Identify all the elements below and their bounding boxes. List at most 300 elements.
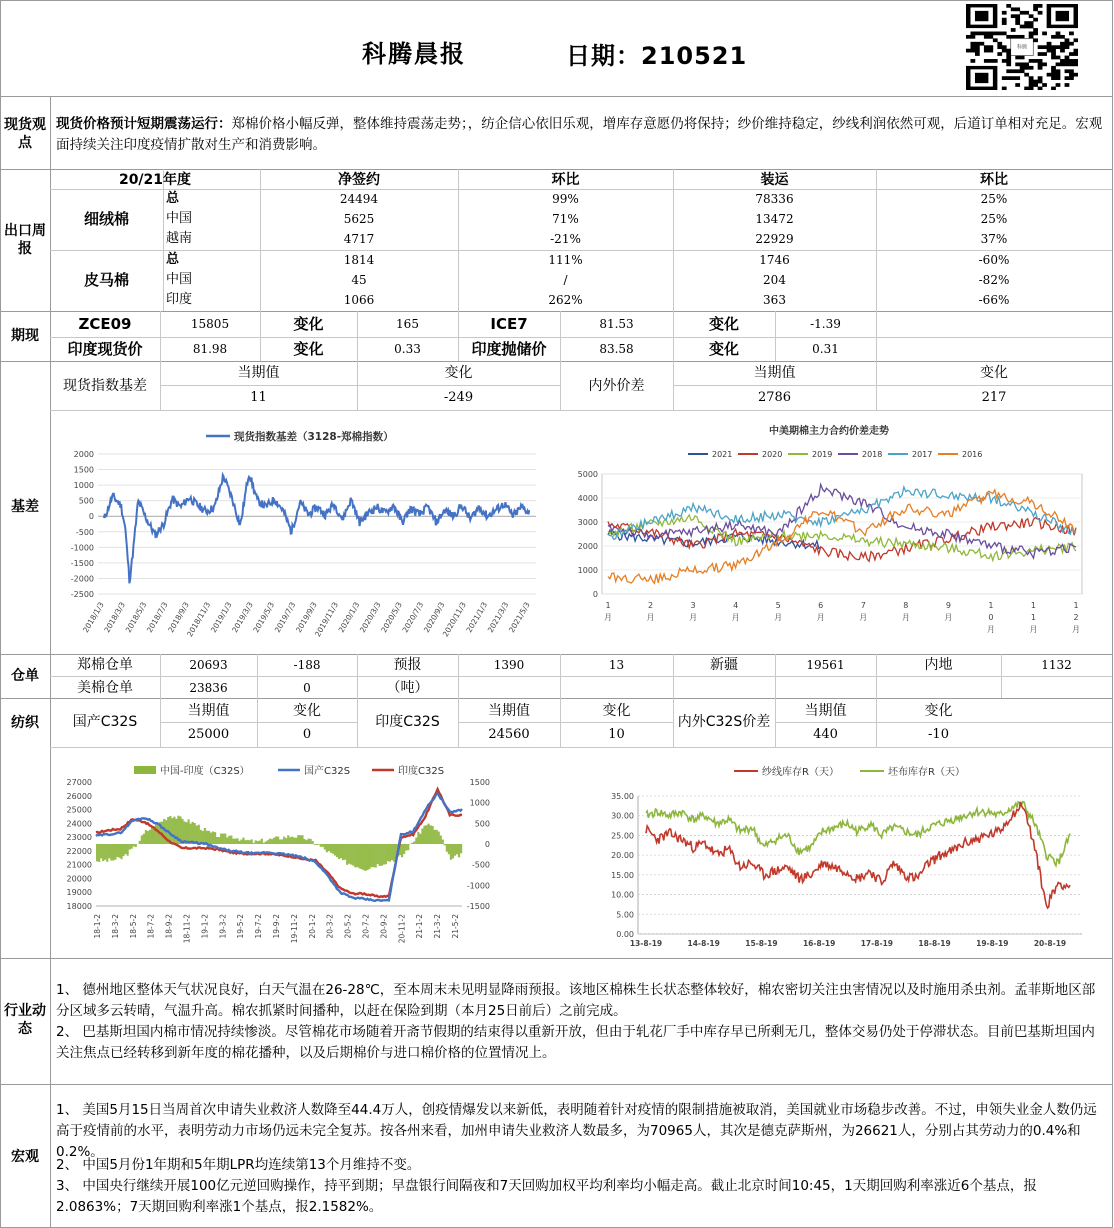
y-tick-label: 2000 bbox=[577, 542, 598, 551]
spread-bar bbox=[149, 830, 151, 844]
spread-bar bbox=[131, 844, 133, 849]
futures-cell: ZCE09 bbox=[78, 315, 132, 333]
spread-bar bbox=[255, 840, 257, 844]
x-tick-label: 月 bbox=[986, 625, 995, 634]
export-row-region: 中国 bbox=[166, 211, 193, 226]
x-tick-label: 月 bbox=[944, 613, 953, 622]
spread-bar bbox=[320, 844, 322, 847]
spread-bar bbox=[344, 844, 346, 860]
x-tick-label: 6 bbox=[818, 601, 824, 610]
x-tick-label: 19-9-2 bbox=[272, 914, 281, 939]
spread-bar bbox=[356, 844, 358, 867]
textile-india-label: 印度C32S bbox=[375, 714, 440, 730]
inventory-chart bbox=[604, 754, 1090, 954]
chart-title: 中美期棉主力合约价差走势 bbox=[769, 426, 889, 437]
spread-bar bbox=[346, 844, 348, 865]
x-tick-label: 20-7-2 bbox=[361, 914, 371, 939]
spread-bar bbox=[275, 836, 277, 844]
spread-bar bbox=[240, 840, 242, 844]
spread-change: 217 bbox=[981, 390, 1007, 405]
export-cell: 204 bbox=[763, 273, 786, 287]
x-tick-label: 2018/11/3 bbox=[185, 600, 213, 639]
x-tick-label: 1 bbox=[1073, 601, 1079, 610]
spread-bar bbox=[429, 825, 431, 844]
basis-label: 现货指数基差 bbox=[63, 378, 147, 394]
spread-bar bbox=[198, 825, 200, 844]
spread-bar bbox=[421, 828, 423, 844]
x-tick-label: 2020/9/3 bbox=[421, 600, 447, 635]
spread-bar bbox=[139, 841, 141, 844]
spread-bar bbox=[145, 830, 147, 844]
x-tick-label: 21-5-2 bbox=[451, 914, 460, 939]
spread-bar bbox=[135, 844, 137, 847]
spread-bar bbox=[405, 844, 407, 851]
macro-p1: 1、 美国5月15日当周首次申请失业救济人数降至44.4万人，创疫情爆发以来新低，表明随着针对疫情的限制措施被取消，美国就业市场稳步改善。不过，申领失业金人数仍远高于疫情前的水平，表明劳动力市场仍远未完全复苏。按各州来看，加州申请失业救济人数最多，为70965人，其次是德克萨斯州，为26621人，分别占其劳动力的0.4%和0.2%。 bbox=[56, 1102, 1097, 1160]
spread-bar bbox=[336, 844, 338, 857]
spread-bar bbox=[354, 844, 356, 867]
textile-domestic-change: 0 bbox=[302, 727, 312, 742]
spread-bar bbox=[108, 844, 110, 858]
spread-bar bbox=[303, 839, 305, 844]
warehouse-cell: 23836 bbox=[189, 681, 228, 695]
spread-bar bbox=[283, 837, 285, 844]
spread-bar bbox=[242, 838, 244, 844]
spread-bar bbox=[438, 832, 440, 844]
export-header: 环比 bbox=[551, 172, 580, 188]
x-tick-label: 1 bbox=[1030, 613, 1037, 622]
spread-bar bbox=[104, 844, 106, 860]
spread-bar bbox=[444, 844, 446, 845]
macro-p3: 3、 中国央行继续开展100亿元逆回购操作，持平到期；早盘银行间隔夜和7天回购加权平均利率均小幅走高。截止北京时间10:45，1天期回购利率涨近6个基点，报2.0863%；7天期回购利率涨1个基点，报2.1582%。 bbox=[56, 1178, 1037, 1215]
spread-bar bbox=[116, 844, 118, 857]
spread-bar bbox=[96, 844, 98, 861]
spread-bar bbox=[293, 838, 295, 844]
x-tick-label: 2020/1/3 bbox=[336, 600, 362, 635]
export-cell: 78336 bbox=[755, 192, 794, 206]
spread-bar bbox=[287, 835, 289, 844]
spread-bar bbox=[423, 826, 425, 844]
x-tick-label: 2020/5/3 bbox=[379, 600, 404, 635]
spread-bar bbox=[364, 844, 366, 871]
x-tick-label: 18-11-2 bbox=[182, 914, 192, 944]
export-cell: 22929 bbox=[755, 232, 794, 246]
spread-bar bbox=[324, 844, 326, 850]
y-tick-label: -1500 bbox=[70, 558, 94, 568]
spread-bar bbox=[208, 831, 210, 844]
spread-bar bbox=[271, 839, 273, 844]
x-tick-label: 2021/1/3 bbox=[464, 600, 490, 635]
y-left-tick-label: 20000 bbox=[66, 874, 92, 884]
textile-india-h-change: 变化 bbox=[602, 703, 631, 719]
futures-cell: 165 bbox=[396, 317, 419, 331]
spread-bar bbox=[151, 826, 153, 844]
spread-bar bbox=[226, 837, 228, 844]
y-right-tick-label: -1500 bbox=[466, 902, 490, 911]
warehouse-cell: （吨） bbox=[386, 680, 429, 696]
spread-bar bbox=[385, 844, 387, 864]
y-tick-label: 1500 bbox=[73, 465, 94, 475]
spread-bar bbox=[175, 819, 177, 844]
industry-p1: 1、 德州地区整体天气状况良好，白天气温在26-28℃，至本周末未见明显降雨预报。该地区棉株生长状态整体较好，棉农密切关注虫害情况以及时施用杀虫剂。孟菲斯地区部分区域多云转晴，气温升高。棉农抓紧时间播种，以赶在保险到期（本月25日前后）之前完成。 bbox=[56, 982, 1096, 1019]
y-tick-label: -2000 bbox=[70, 574, 94, 584]
spread-bar bbox=[411, 843, 413, 844]
spread-bar bbox=[141, 835, 143, 844]
y-left-tick-label: 22000 bbox=[66, 846, 92, 856]
futures-cell: 15805 bbox=[190, 317, 230, 331]
spread-bar bbox=[334, 844, 336, 856]
spread-bar bbox=[307, 839, 309, 844]
spread-bar bbox=[403, 844, 405, 854]
spread-bar bbox=[216, 837, 218, 844]
spread-bar bbox=[436, 830, 438, 844]
y-tick-label: 1000 bbox=[73, 481, 94, 491]
spread-bar bbox=[234, 839, 236, 844]
textile-spread-h-change: 变化 bbox=[924, 703, 953, 719]
textile-spread-current: 440 bbox=[813, 727, 838, 742]
export-cell: 363 bbox=[763, 293, 786, 307]
futures-cell: 83.58 bbox=[599, 342, 634, 356]
y-tick-label: 0 bbox=[88, 512, 94, 522]
export-cell: -21% bbox=[550, 232, 581, 246]
export-header: 装运 bbox=[760, 172, 789, 188]
spread-bar bbox=[360, 844, 362, 869]
spread-bar bbox=[265, 841, 267, 844]
spread-bar bbox=[261, 839, 263, 844]
spread-bar bbox=[393, 844, 395, 862]
textile-domestic-h-change: 变化 bbox=[293, 703, 321, 719]
legend-label: 国产C32S bbox=[304, 766, 351, 777]
y-tick-label: 30.00 bbox=[611, 811, 634, 821]
spread-bar bbox=[301, 835, 303, 844]
spread-bar bbox=[114, 844, 116, 860]
warehouse-cell: 20693 bbox=[189, 658, 228, 672]
x-tick-label: 2 bbox=[647, 601, 654, 610]
warehouse-cell: -188 bbox=[293, 658, 321, 672]
spread-bar bbox=[448, 844, 450, 854]
x-tick-label: 15-8-19 bbox=[745, 939, 778, 948]
spread-bar bbox=[230, 836, 232, 844]
series-line-2016 bbox=[608, 490, 1076, 583]
spread-bar bbox=[98, 844, 100, 862]
spread-bar bbox=[379, 844, 381, 866]
spread-bar bbox=[188, 819, 190, 844]
futures-cell: 0.31 bbox=[812, 342, 839, 356]
spread-bar bbox=[312, 841, 314, 844]
spread-current: 2786 bbox=[757, 390, 792, 405]
spot-view-body: 郑棉价格小幅反弹，整体维持震荡走势；，纺企信心依旧乐观，增库存意愿仍将保持；纱价维持稳定，纱线利润依然可观，后道订单相对充足。宏观面持续关注印度疫情扩散对生产和消费影响。 bbox=[56, 116, 1103, 153]
spread-bar bbox=[253, 843, 255, 844]
y-tick-label: 5.00 bbox=[616, 910, 634, 920]
x-tick-label: 21-3-2 bbox=[433, 914, 443, 939]
spread-bar bbox=[285, 838, 287, 844]
x-tick-label: 2020/7/3 bbox=[400, 600, 426, 635]
x-tick-label: 月 bbox=[646, 613, 655, 622]
spread-bar bbox=[212, 831, 214, 844]
spread-bar bbox=[112, 844, 114, 860]
spread-bar bbox=[427, 824, 429, 844]
spread-chart bbox=[564, 416, 1094, 650]
spread-bar bbox=[147, 831, 149, 844]
x-tick-label: 18-3-2 bbox=[110, 914, 120, 939]
spread-bar bbox=[322, 844, 324, 847]
spread-bar bbox=[432, 826, 434, 844]
warehouse-cell: 1390 bbox=[493, 658, 525, 672]
x-tick-label: 2018/7/3 bbox=[144, 600, 170, 635]
spread-bar bbox=[194, 823, 196, 844]
spread-bar bbox=[244, 840, 246, 844]
futures-cell: -1.39 bbox=[810, 317, 841, 331]
x-tick-label: 16-8-19 bbox=[802, 939, 836, 948]
futures-cell: 变化 bbox=[708, 315, 739, 333]
y-tick-label: 0 bbox=[592, 590, 598, 599]
x-tick-label: 2021/5/3 bbox=[507, 600, 532, 635]
spread-bar bbox=[269, 839, 271, 844]
spread-bar bbox=[328, 844, 330, 851]
spread-bar bbox=[291, 837, 293, 844]
spread-h-current: 当期值 bbox=[753, 365, 796, 381]
x-tick-label: 17-8-19 bbox=[860, 939, 894, 948]
spread-bar bbox=[362, 844, 364, 870]
spread-bar bbox=[460, 844, 462, 853]
qr-caption: 科腾 bbox=[1016, 44, 1028, 51]
x-tick-label: 20-11-2 bbox=[397, 914, 407, 944]
spread-bar bbox=[273, 838, 275, 844]
y-tick-label: 2000 bbox=[73, 450, 94, 459]
x-tick-label: 4 bbox=[733, 601, 739, 610]
futures-cell: 变化 bbox=[293, 340, 324, 358]
warehouse-cell: 新疆 bbox=[710, 657, 738, 673]
textile-spread-h-current: 当期值 bbox=[804, 703, 847, 719]
x-tick-label: 7 bbox=[860, 601, 866, 610]
spread-label: 内外价差 bbox=[588, 378, 645, 394]
x-tick-label: 2019/11/3 bbox=[313, 600, 341, 639]
y-tick-label: 35.00 bbox=[611, 792, 634, 801]
x-tick-label: 19-8-19 bbox=[976, 939, 1009, 948]
spread-bar bbox=[281, 839, 283, 844]
spread-bar bbox=[110, 844, 112, 861]
spread-bar bbox=[417, 832, 419, 844]
spread-bar bbox=[129, 844, 131, 850]
futures-cell: 印度抛储价 bbox=[471, 340, 547, 358]
x-tick-label: 18-9-2 bbox=[164, 914, 174, 939]
x-tick-label: 2020/3/3 bbox=[357, 600, 383, 635]
x-tick-label: 20-1-2 bbox=[307, 914, 317, 939]
spread-bar bbox=[220, 834, 222, 844]
spread-bar bbox=[106, 844, 108, 862]
y-tick-label: 20.00 bbox=[611, 851, 634, 861]
spread-bar bbox=[332, 844, 334, 854]
spread-bar bbox=[204, 828, 206, 844]
x-tick-label: 月 bbox=[901, 613, 910, 622]
export-cell: -66% bbox=[978, 293, 1010, 307]
spread-bar bbox=[228, 836, 230, 844]
spread-bar bbox=[295, 838, 297, 844]
qr-code bbox=[966, 4, 1078, 90]
y-tick-label: -500 bbox=[75, 527, 94, 537]
spread-bar bbox=[387, 844, 389, 861]
x-tick-label: 8 bbox=[903, 601, 909, 610]
export-cell: 25% bbox=[980, 192, 1008, 206]
x-tick-label: 2019/9/3 bbox=[294, 600, 319, 635]
legend-label: 2021 bbox=[712, 450, 733, 459]
spread-bar bbox=[407, 844, 409, 850]
legend-label: 2016 bbox=[962, 450, 983, 459]
spread-bar bbox=[330, 844, 332, 853]
spread-bar bbox=[299, 835, 301, 844]
legend-label: 2019 bbox=[812, 450, 833, 459]
spread-bar bbox=[118, 844, 120, 858]
futures-cell: 81.98 bbox=[192, 342, 228, 356]
y-right-tick-label: 500 bbox=[474, 819, 490, 829]
legend-label: 2018 bbox=[862, 450, 883, 459]
x-tick-label: 18-1-2 bbox=[93, 914, 102, 939]
y-left-tick-label: 18000 bbox=[66, 902, 92, 911]
spread-bar bbox=[446, 844, 448, 852]
warehouse-cell: 美棉仓单 bbox=[77, 680, 133, 696]
export-header: 净签约 bbox=[338, 172, 380, 188]
spread-bar bbox=[425, 825, 427, 844]
export-row-region: 越南 bbox=[166, 231, 193, 246]
spread-bar bbox=[413, 841, 415, 844]
warehouse-cell: 1132 bbox=[1041, 658, 1072, 672]
x-tick-label: 2020/11/3 bbox=[440, 600, 468, 639]
legend-swatch bbox=[134, 766, 156, 774]
spread-bar bbox=[232, 839, 234, 844]
spread-bar bbox=[102, 844, 104, 861]
spread-bar bbox=[249, 840, 251, 844]
spread-bar bbox=[155, 824, 157, 844]
spread-bar bbox=[224, 833, 226, 844]
x-tick-label: 2019/1/3 bbox=[208, 600, 234, 635]
x-tick-label: 9 bbox=[945, 601, 951, 610]
export-cell: 111% bbox=[548, 253, 583, 267]
spread-bar bbox=[310, 839, 312, 844]
x-tick-label: 2018/5/3 bbox=[123, 600, 149, 635]
spread-bar bbox=[452, 844, 454, 858]
x-tick-label: 3 bbox=[690, 601, 696, 610]
macro-p2: 2、 中国5月份1年期和5年期LPR均连续第13个月维持不变。 bbox=[56, 1157, 421, 1173]
textile-spread-label: 内外C32S价差 bbox=[677, 714, 771, 730]
spread-bar bbox=[352, 844, 354, 866]
section-label-macro: 宏观 bbox=[11, 1149, 39, 1165]
x-tick-label: 月 bbox=[689, 613, 698, 622]
spread-bar bbox=[218, 837, 220, 844]
section-label-export: 出口周报 bbox=[4, 223, 46, 257]
spread-bar bbox=[442, 840, 444, 844]
y-tick-label: 3000 bbox=[577, 518, 598, 527]
textile-india-change: 10 bbox=[608, 727, 625, 742]
legend-label: 印度C32S bbox=[398, 766, 445, 777]
x-tick-label: 月 bbox=[1072, 625, 1080, 634]
report-title: 科腾晨报 bbox=[362, 40, 466, 68]
export-cell: / bbox=[563, 273, 568, 287]
spread-bar bbox=[375, 844, 377, 868]
export-cell: 1066 bbox=[343, 293, 375, 307]
export-cell: 71% bbox=[552, 212, 579, 226]
spread-bar bbox=[350, 844, 352, 865]
y-tick-label: 15.00 bbox=[611, 870, 634, 880]
textile-india-h-current: 当期值 bbox=[488, 703, 530, 719]
report-date: 日期：210521 bbox=[566, 42, 748, 70]
x-tick-label: 19-11-2 bbox=[289, 914, 299, 944]
x-tick-label: 月 bbox=[816, 613, 825, 622]
spread-bar bbox=[246, 840, 248, 844]
y-left-tick-label: 24000 bbox=[66, 819, 92, 829]
x-tick-label: 月 bbox=[604, 613, 612, 622]
x-tick-label: 2018/9/3 bbox=[166, 600, 191, 635]
spread-bar bbox=[391, 844, 393, 860]
y-tick-label: 500 bbox=[78, 496, 94, 506]
spread-bar bbox=[214, 832, 216, 844]
textile-spread-change: -10 bbox=[928, 727, 949, 742]
spread-bar bbox=[173, 817, 175, 844]
spread-bar bbox=[358, 844, 360, 868]
section-label-basis: 基差 bbox=[11, 499, 39, 515]
x-tick-label: 18-8-19 bbox=[918, 939, 951, 948]
c32s-chart bbox=[56, 754, 496, 954]
x-tick-label: 2018/1/3 bbox=[81, 600, 106, 635]
futures-cell: 印度现货价 bbox=[67, 340, 143, 358]
spread-bar bbox=[100, 844, 102, 858]
x-tick-label: 月 bbox=[859, 613, 868, 622]
textile-domestic-h-current: 当期值 bbox=[187, 703, 230, 719]
spread-bar bbox=[236, 838, 238, 844]
warehouse-cell: 郑棉仓单 bbox=[77, 657, 133, 673]
spread-bar bbox=[366, 844, 368, 870]
section-label-spot-view: 现货观点 bbox=[4, 117, 46, 151]
legend-label: 2020 bbox=[762, 450, 783, 459]
spread-bar bbox=[259, 841, 261, 844]
spread-bar bbox=[305, 840, 307, 844]
export-cell: 45 bbox=[351, 273, 367, 287]
spread-bar bbox=[434, 830, 436, 844]
spread-bar bbox=[342, 844, 344, 860]
y-tick-label: 10.00 bbox=[611, 890, 634, 900]
spread-bar bbox=[222, 834, 224, 844]
y-right-tick-label: -500 bbox=[471, 860, 490, 870]
basis-current: 11 bbox=[250, 390, 267, 405]
x-tick-label: 20-9-2 bbox=[379, 914, 389, 939]
section-label-futures: 期现 bbox=[11, 328, 39, 344]
spread-bar bbox=[383, 844, 385, 865]
spread-bar bbox=[348, 844, 350, 864]
spread-bar bbox=[318, 844, 320, 845]
y-left-tick-label: 25000 bbox=[66, 805, 92, 815]
y-tick-label: 25.00 bbox=[611, 831, 634, 841]
spot-view-text bbox=[56, 114, 1108, 156]
x-tick-label: 2019/3/3 bbox=[230, 600, 255, 635]
export-row-region: 印度 bbox=[166, 292, 193, 307]
export-cell: 1746 bbox=[759, 253, 790, 267]
spread-bar bbox=[326, 844, 328, 852]
legend-label: 纱线库存R（天） bbox=[762, 767, 839, 778]
y-left-tick-label: 27000 bbox=[66, 778, 92, 787]
spread-bar bbox=[458, 844, 460, 857]
x-tick-label: 19-7-2 bbox=[254, 914, 264, 939]
legend-label: 坯布库存R（天） bbox=[888, 767, 965, 778]
spread-bar bbox=[289, 837, 291, 844]
spread-bar bbox=[181, 819, 183, 844]
warehouse-cell: 19561 bbox=[806, 658, 845, 672]
textile-domestic-label: 国产C32S bbox=[72, 714, 138, 730]
export-row-region: 总 bbox=[166, 252, 180, 267]
x-tick-label: 2021/3/3 bbox=[485, 600, 511, 635]
textile-india-current: 24560 bbox=[488, 727, 530, 742]
x-tick-label: 18-7-2 bbox=[146, 914, 156, 939]
export-cell: -82% bbox=[978, 273, 1010, 287]
y-left-tick-label: 19000 bbox=[66, 888, 92, 898]
futures-cell: 变化 bbox=[293, 315, 324, 333]
